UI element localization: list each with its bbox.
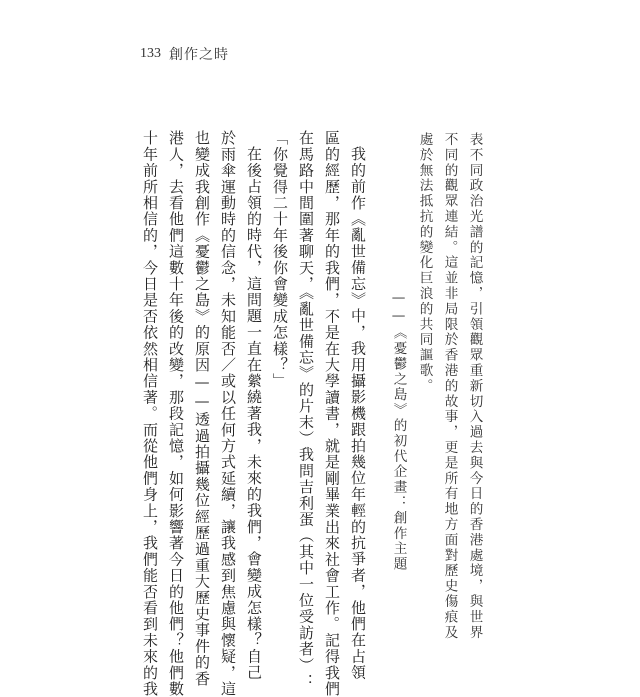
body-line-5: 在後占領的時代，這問題一直在縈繞著我，未來的我們，會變成怎樣？自己	[245, 146, 263, 681]
quote-attribution: ——《憂鬱之島》的初代企畫：創作主題	[390, 290, 407, 572]
body-line-6: 於雨傘運動時的信念，未知能否／或以任何方式延續，讓我感到焦慮與懷疑，這	[219, 130, 237, 697]
chapter-title: 創作之時	[169, 47, 229, 63]
body-line-4: 「你覺得二十年後你會變成怎樣？」	[271, 130, 289, 390]
body-line-2: 區的經歷，那年的我們，不是在大學讀書，就是剛畢業出來社會工作。記得我們	[323, 130, 341, 697]
quote-line-3: 處於無法抵抗的變化巨浪的共同謳歌。	[416, 132, 433, 394]
running-header	[140, 44, 229, 64]
page-number: 133	[140, 46, 161, 61]
body-line-7: 也變成我創作《憂鬱之島》的原因——透過拍攝幾位經歷過重大歷史事件的香	[193, 130, 211, 687]
quote-line-1: 表不同政治光譜的記憶，引領觀眾重新切入過去與今日的香港處境，與世界	[466, 132, 483, 641]
quote-line-2: 不同的觀眾連結。這並非局限於香港的故事，更是所有地方面對歷史傷痕及	[441, 132, 458, 641]
body-line-8: 港人，去看他們這數十年後的改變，那段記憶，如何影響著今日的他們？他們數	[167, 130, 185, 697]
body-line-1: 我的前作《亂世備忘》中，我用攝影機跟拍幾位年輕的抗爭者，他們在占領	[349, 146, 367, 681]
body-line-9: 十年前所相信的，今日是否依然相信著。而從他們身上，我們能否看到未來的我	[141, 130, 159, 697]
body-line-3: 在馬路中間圍著聊天，《亂世備忘》的片末）我問吉利蛋（其中一位受訪者）：	[297, 130, 315, 690]
